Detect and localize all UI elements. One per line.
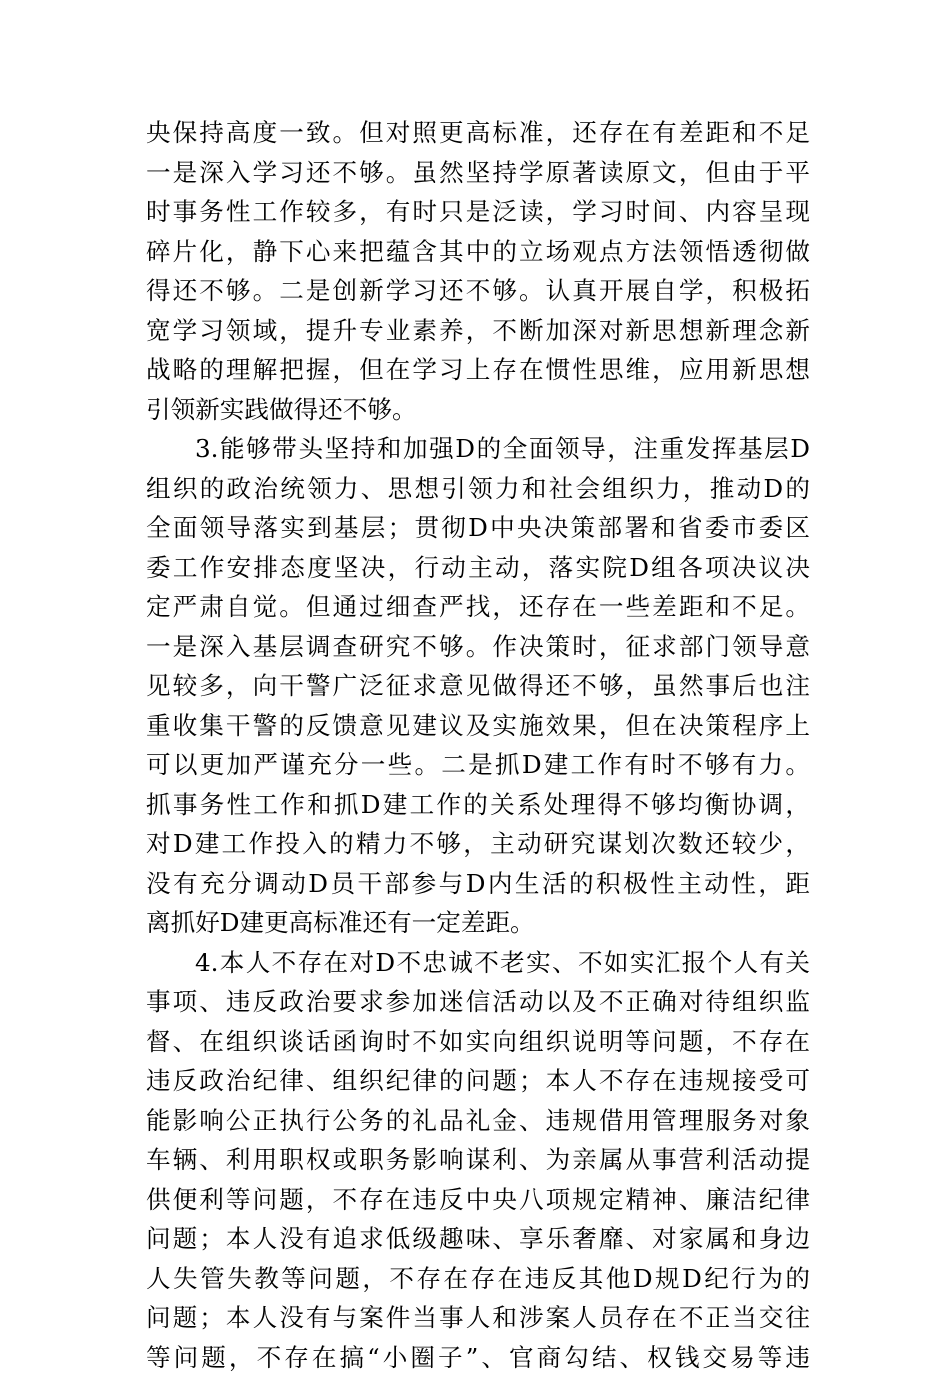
text-line: 等问题，不存在搞“小圈子”、官商勾结、权钱交易等违	[146, 1338, 810, 1377]
text-line: 没有充分调动D员干部参与D内生活的积极性主动性，距	[146, 864, 810, 904]
text-line: 能影响公正执行公务的礼品礼金、违规借用管理服务对象	[146, 1101, 810, 1141]
text-line: 全面领导落实到基层；贯彻D中央决策部署和省委市委区	[146, 508, 810, 548]
text-line: 战略的理解把握，但在学习上存在惯性思维，应用新思想	[146, 350, 810, 390]
text-line: 问题；本人没有与案件当事人和涉案人员存在不正当交往	[146, 1298, 810, 1338]
text-line: 问题；本人没有追求低级趣味、享乐奢靡、对家属和身边	[146, 1219, 810, 1259]
text-line: 3.能够带头坚持和加强D的全面领导，注重发挥基层D	[146, 429, 810, 469]
text-line: 引领新实践做得还不够。	[146, 390, 810, 430]
text-line: 可以更加严谨充分一些。二是抓D建工作有时不够有力。	[146, 745, 810, 785]
text-line: 见较多，向干警广泛征求意见做得还不够，虽然事后也注	[146, 666, 810, 706]
text-line: 组织的政治统领力、思想引领力和社会组织力，推动D的	[146, 469, 810, 509]
text-line: 对D建工作投入的精力不够，主动研究谋划次数还较少，	[146, 824, 810, 864]
document-body-text	[146, 113, 810, 1377]
text-line: 督、在组织谈话函询时不如实向组织说明等问题，不存在	[146, 1022, 810, 1062]
text-line: 4.本人不存在对D不忠诚不老实、不如实汇报个人有关	[146, 943, 810, 983]
text-line: 供便利等问题，不存在违反中央八项规定精神、廉洁纪律	[146, 1180, 810, 1220]
text-line: 一是深入基层调查研究不够。作决策时，征求部门领导意	[146, 627, 810, 667]
text-line: 央保持高度一致。但对照更高标准，还存在有差距和不足	[146, 113, 810, 153]
text-line: 时事务性工作较多，有时只是泛读，学习时间、内容呈现	[146, 192, 810, 232]
text-line: 定严肃自觉。但通过细查严找，还存在一些差距和不足。	[146, 587, 810, 627]
text-line: 人失管失教等问题，不存在存在违反其他D规D纪行为的	[146, 1259, 810, 1299]
text-line: 一是深入学习还不够。虽然坚持学原著读原文，但由于平	[146, 153, 810, 193]
text-line: 离抓好D建更高标准还有一定差距。	[146, 903, 810, 943]
text-line: 委工作安排态度坚决，行动主动，落实院D组各项决议决	[146, 548, 810, 588]
text-line: 得还不够。二是创新学习还不够。认真开展自学，积极拓	[146, 271, 810, 311]
text-line: 抓事务性工作和抓D建工作的关系处理得不够均衡协调，	[146, 785, 810, 825]
text-line: 重收集干警的反馈意见建议及实施效果，但在决策程序上	[146, 706, 810, 746]
text-line: 碎片化，静下心来把蕴含其中的立场观点方法领悟透彻做	[146, 232, 810, 272]
text-line: 事项、违反政治要求参加迷信活动以及不正确对待组织监	[146, 982, 810, 1022]
text-line: 宽学习领域，提升专业素养，不断加深对新思想新理念新	[146, 311, 810, 351]
text-line: 违反政治纪律、组织纪律的问题；本人不存在违规接受可	[146, 1061, 810, 1101]
text-line: 车辆、利用职权或职务影响谋利、为亲属从事营利活动提	[146, 1140, 810, 1180]
